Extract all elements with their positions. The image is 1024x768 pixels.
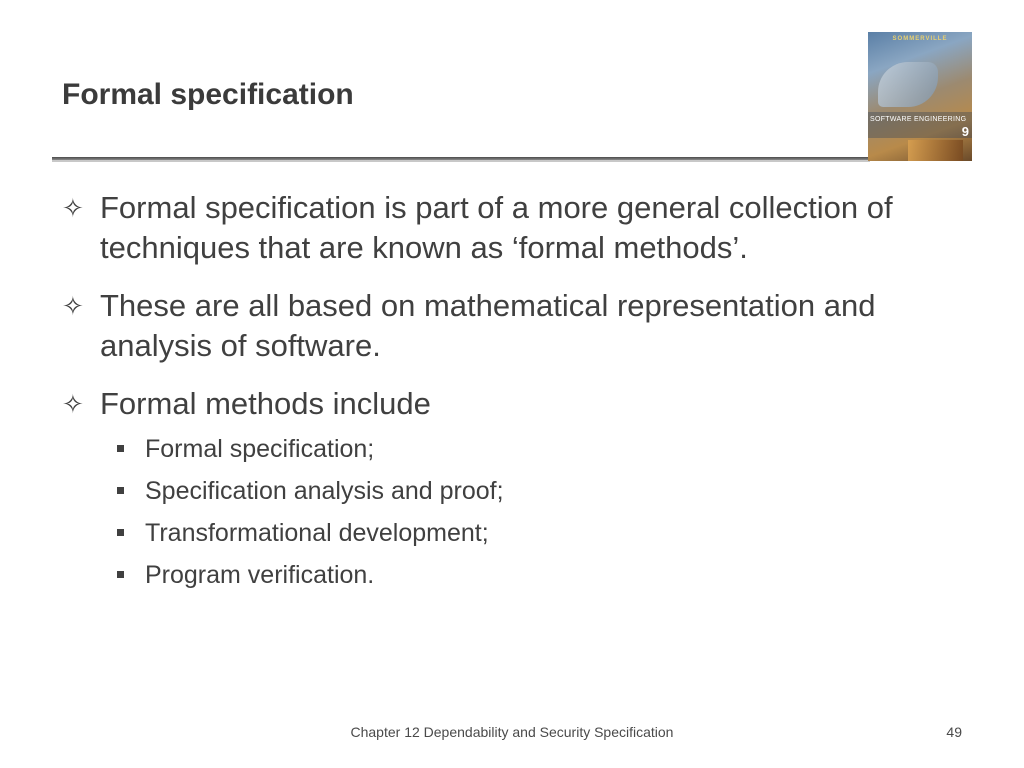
star-bullet-icon: ✧: [62, 291, 84, 321]
bullet-item: [62, 286, 962, 366]
sub-bullet-text: Formal specification;: [145, 435, 375, 463]
title-divider-shadow: [52, 160, 870, 162]
sub-bullet-item: [62, 434, 962, 464]
cover-title: SOFTWARE ENGINEERING: [870, 116, 967, 123]
bullet-item: [62, 188, 962, 268]
bullet-item: [62, 384, 962, 424]
footer-chapter-title: Chapter 12 Dependability and Security Specification: [350, 724, 674, 740]
sub-bullet-text: Transformational development;: [145, 519, 489, 547]
square-bullet-icon: [117, 529, 124, 536]
book-cover-image: [868, 32, 972, 161]
cover-building-shape: [878, 62, 938, 107]
sub-bullet-text: Program verification.: [145, 561, 375, 589]
square-bullet-icon: [117, 445, 124, 452]
square-bullet-icon: [117, 487, 124, 494]
cover-author: SOMMERVILLE: [892, 36, 948, 42]
sub-bullet-list: [62, 434, 962, 590]
sub-bullet-text: Specification analysis and proof;: [145, 477, 504, 505]
slide-title: Formal specification: [62, 78, 354, 111]
bullet-text: These are all based on mathematical representation and analysis of software.: [100, 288, 876, 363]
page-number: 49: [946, 724, 962, 740]
star-bullet-icon: ✧: [62, 193, 84, 223]
sub-bullet-item: [62, 518, 962, 548]
star-bullet-icon: ✧: [62, 389, 84, 419]
sub-bullet-item: [62, 560, 962, 590]
sub-bullet-item: [62, 476, 962, 506]
bullet-text: Formal methods include: [100, 386, 431, 421]
cover-edition: 9: [961, 124, 969, 139]
slide-body: [62, 188, 962, 602]
bullet-text: Formal specification is part of a more general collection of techniques that are known as ‘formal methods’.: [100, 190, 893, 265]
square-bullet-icon: [117, 571, 124, 578]
cover-structure-shape: [908, 140, 963, 161]
